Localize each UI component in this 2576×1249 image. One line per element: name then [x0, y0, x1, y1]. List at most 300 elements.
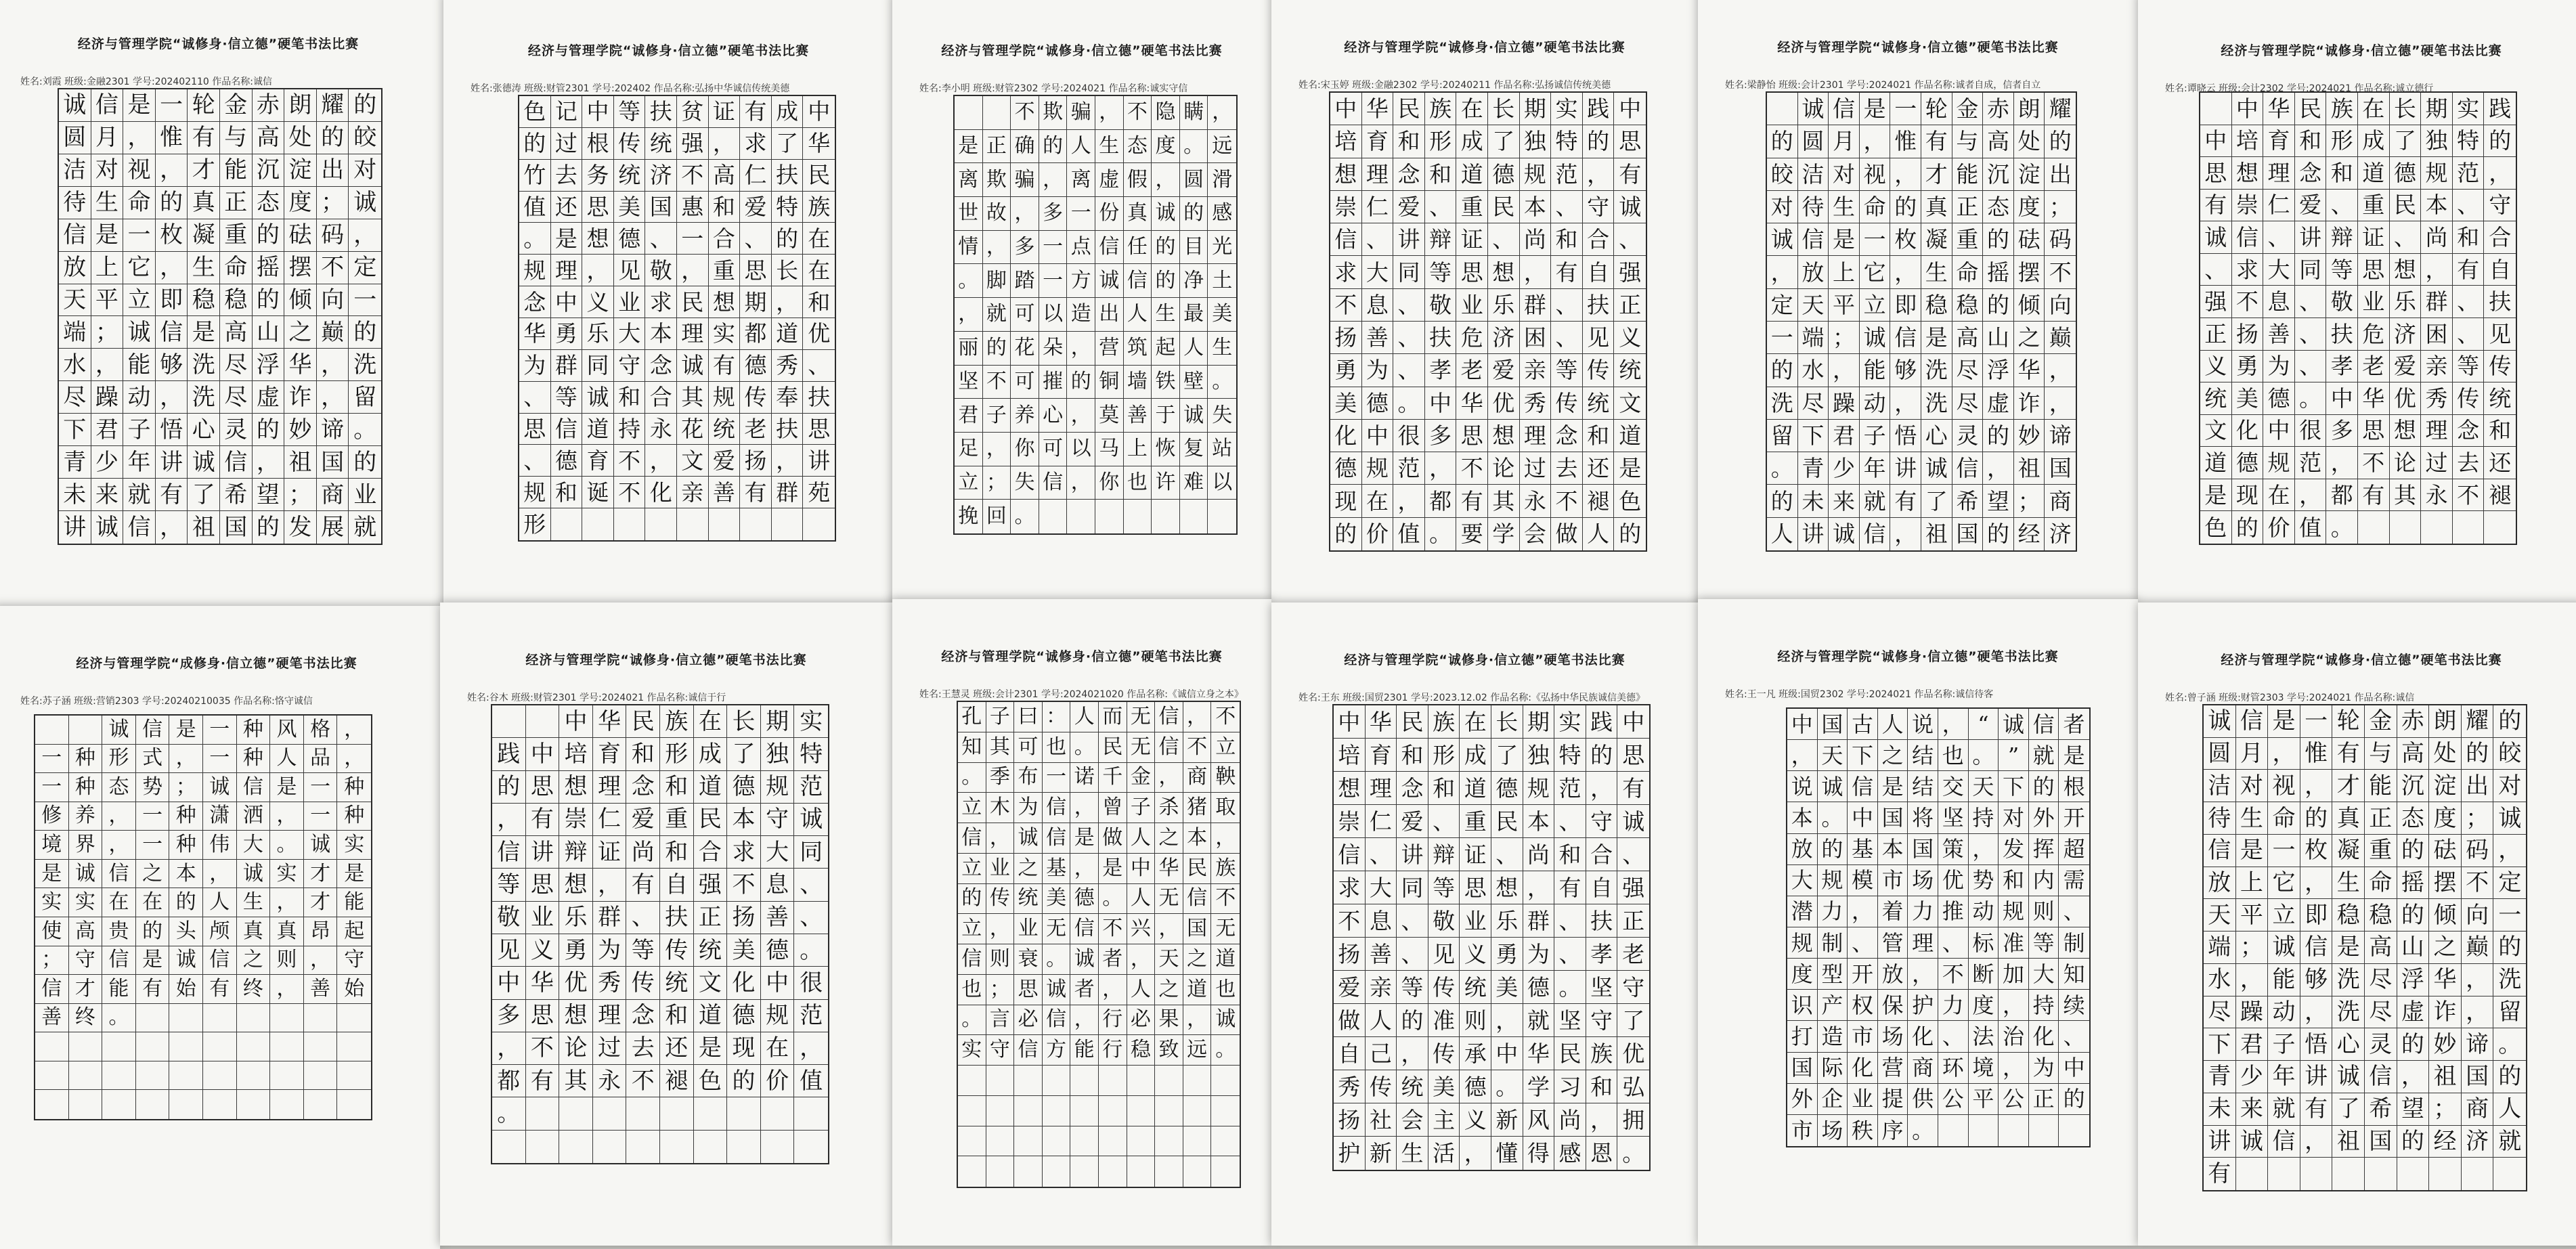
grid-cell: 视: [123, 154, 156, 187]
grid-cell: 风: [270, 716, 304, 745]
grid-cell: 长: [1491, 705, 1523, 739]
grid-cell: 理: [1520, 420, 1552, 452]
grid-cell: 信: [102, 860, 136, 889]
grid-cell: 德: [551, 445, 583, 477]
grid-cell: 下: [1798, 420, 1829, 452]
grid-cell: 的: [1767, 125, 1798, 158]
grid-cell: 朗: [2014, 93, 2045, 125]
grid-cell: [1127, 1096, 1156, 1126]
grid-cell: [694, 1097, 728, 1130]
grid-cell: 理: [593, 771, 627, 804]
grid-cell: 。: [1622, 1140, 1645, 1166]
grid-cell: 论: [559, 1032, 593, 1065]
grid-cell: 。: [519, 223, 551, 255]
grid-cell: [69, 1032, 103, 1061]
grid-cell: [660, 1097, 694, 1130]
grid-cell: 值: [2295, 511, 2327, 544]
grid-cell: 念: [645, 350, 677, 382]
grid-cell: 孔: [958, 702, 986, 732]
grid-cell: 扬: [727, 902, 761, 934]
grid-cell: 讲: [1393, 223, 1425, 256]
grid-cell: 一: [136, 831, 170, 860]
grid-cell: 有: [740, 96, 772, 128]
grid-cell: 强: [694, 869, 728, 901]
grid-cell: [1183, 1126, 1212, 1157]
grid-cell: 国: [220, 511, 253, 544]
grid-cell: 业: [1456, 289, 1488, 322]
grid-cell: 见: [614, 255, 646, 286]
grid-cell: 诚: [2493, 802, 2526, 835]
grid-cell: 论: [1488, 452, 1520, 485]
grid-cell: 中: [551, 286, 583, 318]
grid-cell: 则: [270, 946, 304, 976]
grid-cell: 有: [526, 1065, 560, 1097]
grid-cell: 是: [2332, 932, 2365, 964]
grid-cell: 有: [709, 350, 741, 382]
grid-cell: 。: [492, 1097, 526, 1130]
grid-cell: [2493, 1158, 2526, 1190]
grid-cell: 了: [1921, 485, 1952, 517]
grid-cell: 中: [1614, 93, 1646, 125]
grid-cell: 度: [1152, 130, 1180, 164]
grid-cell: 秀: [593, 967, 627, 999]
grid-cell: 践: [1583, 93, 1615, 125]
grid-cell: 理: [677, 318, 709, 350]
grid-cell: 未: [1798, 485, 1829, 517]
grid-cell: 不: [1183, 732, 1212, 763]
grid-cell: 在: [2358, 93, 2390, 125]
grid-cell: ，: [169, 745, 203, 774]
grid-cell: 会: [1397, 1103, 1428, 1137]
grid-cell: 定: [349, 252, 381, 284]
sheet-title: 经济与管理学院“诚修身·信立德”硬笔书法比赛: [2221, 653, 2502, 667]
grid-cell: 色: [519, 96, 551, 128]
grid-cell: 始: [169, 975, 203, 1004]
grid-cell: ；: [91, 316, 124, 349]
grid-cell: 传: [986, 884, 1015, 915]
writing-grid: [1766, 91, 2077, 552]
grid-cell: 得: [1523, 1137, 1555, 1170]
grid-cell: 护: [1334, 1137, 1366, 1170]
grid-cell: 灵: [220, 414, 253, 446]
grid-cell: 之: [1155, 823, 1183, 854]
grid-cell: 态: [1124, 130, 1152, 164]
grid-cell: 思: [526, 869, 560, 901]
grid-cell: 合: [709, 223, 741, 255]
grid-cell: 立: [958, 793, 986, 823]
grid-cell: [1095, 500, 1124, 533]
grid-cell: 无: [1211, 914, 1240, 944]
grid-cell: ，: [1890, 518, 1921, 550]
grid-cell: [35, 1032, 69, 1061]
sheet-entry-fields: 姓名:王一凡 班级:国贸2302 学号:2024021 作品名称:诚信待客: [1725, 689, 1994, 700]
grid-cell: ，: [2268, 738, 2300, 770]
grid-cell: 将: [1908, 802, 1938, 833]
grid-cell: 而: [1099, 702, 1127, 732]
grid-cell: 年: [123, 446, 156, 479]
grid-cell: 终: [237, 975, 271, 1004]
grid-cell: 其: [559, 1065, 593, 1097]
grid-cell: 果: [1155, 1005, 1183, 1036]
grid-cell: 的: [1330, 518, 1362, 550]
grid-cell: 与: [2365, 738, 2397, 770]
grid-cell: 确: [1011, 130, 1039, 164]
grid-cell: 、: [1425, 191, 1457, 223]
grid-cell: 展: [317, 511, 349, 544]
grid-cell: 正: [1952, 191, 1984, 223]
grid-cell: 月: [1829, 125, 1860, 158]
grid-cell: 证: [2358, 221, 2390, 254]
grid-cell: ；: [35, 946, 69, 976]
grid-cell: 新: [1491, 1103, 1523, 1137]
grid-cell: 使: [35, 917, 69, 946]
grid-cell: 诚: [1614, 191, 1646, 223]
grid-cell: 、: [1938, 927, 1969, 959]
grid-cell: 的: [169, 888, 203, 917]
grid-cell: 沉: [253, 154, 285, 187]
grid-cell: 。: [2493, 1028, 2526, 1061]
grid-cell: 诺: [1070, 763, 1099, 793]
grid-cell: ；: [986, 975, 1015, 1005]
grid-cell: 为: [2263, 351, 2295, 383]
grid-cell: 稳: [1952, 289, 1984, 322]
grid-cell: [2421, 511, 2453, 544]
grid-cell: 惟: [1890, 125, 1921, 158]
grid-cell: 枚: [2300, 835, 2333, 867]
grid-cell: 为: [1523, 938, 1555, 971]
grid-cell: 虚: [1095, 163, 1124, 197]
grid-cell: 势: [1969, 865, 1999, 896]
grid-cell: 念: [2453, 415, 2485, 447]
grid-cell: 的: [772, 223, 804, 255]
grid-cell: 有: [1890, 485, 1921, 517]
grid-cell: 去: [551, 160, 583, 192]
grid-cell: 交: [1938, 771, 1969, 802]
grid-cell: [593, 1131, 627, 1163]
grid-cell: 有: [526, 804, 560, 836]
grid-cell: 族: [2326, 93, 2358, 125]
grid-cell: 特: [794, 738, 828, 770]
grid-cell: 信: [2268, 1126, 2300, 1158]
grid-cell: 优: [1488, 387, 1520, 420]
grid-cell: 一: [123, 219, 156, 252]
grid-cell: 发: [1999, 834, 2029, 865]
grid-cell: 倾: [2014, 289, 2045, 322]
grid-cell: 诚: [1617, 805, 1649, 838]
grid-cell: 值: [1393, 518, 1425, 550]
grid-cell: 少: [1829, 452, 1860, 485]
grid-cell: 中: [492, 967, 526, 999]
grid-cell: 难: [1180, 466, 1208, 500]
grid-cell: 沉: [1983, 158, 2014, 191]
grid-cell: 君: [2236, 1028, 2269, 1061]
grid-cell: 是: [188, 316, 220, 349]
grid-cell: 、: [1551, 289, 1583, 322]
grid-cell: 、: [1491, 838, 1523, 871]
grid-cell: 人: [1878, 709, 1908, 740]
grid-cell: 待: [2204, 802, 2236, 835]
grid-cell: 砝: [2014, 223, 2045, 256]
grid-cell: 见: [492, 934, 526, 967]
grid-cell: [593, 1097, 627, 1130]
grid-cell: 的: [1767, 354, 1798, 387]
grid-cell: 求: [1334, 871, 1366, 904]
grid-cell: 思: [526, 1000, 560, 1032]
grid-cell: 信: [1330, 223, 1362, 256]
grid-cell: [772, 508, 804, 540]
grid-cell: ，: [123, 122, 156, 154]
grid-cell: [1070, 1156, 1099, 1187]
grid-cell: 统: [2484, 382, 2516, 415]
grid-cell: 德: [614, 223, 646, 255]
grid-cell: 可: [1011, 366, 1039, 399]
grid-cell: 民: [1491, 805, 1523, 838]
grid-cell: 向: [317, 284, 349, 317]
grid-cell: 诚: [91, 511, 124, 544]
grid-cell: 洗: [2493, 964, 2526, 996]
grid-cell: 和: [1425, 158, 1457, 191]
grid-cell: 华: [2429, 964, 2462, 996]
grid-cell: 长: [772, 255, 804, 286]
grid-cell: ，: [677, 255, 709, 286]
grid-cell: 方: [1067, 264, 1095, 298]
grid-cell: 之: [284, 316, 317, 349]
grid-cell: 敬: [492, 902, 526, 934]
grid-cell: 息: [1362, 289, 1394, 322]
grid-cell: [270, 1090, 304, 1119]
grid-cell: 留: [349, 381, 381, 414]
grid-cell: 在: [2263, 479, 2295, 512]
grid-cell: 习: [1554, 1070, 1586, 1103]
grid-cell: 求: [1330, 256, 1362, 288]
grid-cell: 、: [1554, 904, 1586, 938]
grid-cell: 特: [772, 192, 804, 223]
grid-cell: 、: [2295, 318, 2327, 351]
grid-cell: 外: [1787, 1084, 1818, 1115]
grid-cell: 行: [1099, 1005, 1127, 1036]
grid-cell: 高: [220, 316, 253, 349]
grid-cell: 山: [1983, 322, 2014, 354]
grid-cell: 仁: [593, 804, 627, 836]
grid-cell: [2236, 1158, 2269, 1190]
grid-cell: [626, 1131, 660, 1163]
grid-cell: 态: [102, 773, 136, 802]
grid-cell: ，: [2045, 354, 2076, 387]
grid-cell: 善: [761, 902, 795, 934]
grid-cell: 、: [2059, 1021, 2089, 1052]
grid-cell: 种: [337, 802, 371, 831]
grid-cell: 等: [1428, 871, 1460, 904]
grid-cell: [2200, 93, 2232, 125]
grid-cell: 其: [2390, 479, 2422, 512]
grid-cell: 的: [1983, 420, 2014, 452]
grid-cell: 凝: [2332, 835, 2365, 867]
grid-cell: [1043, 1096, 1071, 1126]
grid-cell: 力: [1908, 896, 1938, 927]
grid-cell: 务: [582, 160, 614, 192]
grid-cell: 留: [1767, 420, 1798, 452]
grid-cell: 信: [2029, 709, 2059, 740]
grid-cell: 离: [955, 163, 983, 197]
grid-cell: 理: [2421, 415, 2453, 447]
grid-cell: 兴: [1127, 914, 1156, 944]
grid-cell: 的: [253, 511, 285, 544]
grid-cell: [1070, 1126, 1099, 1157]
grid-cell: 成: [694, 738, 728, 770]
grid-cell: 子: [983, 399, 1011, 433]
grid-cell: 实: [1554, 705, 1586, 739]
grid-cell: 了: [1488, 125, 1520, 158]
grid-cell: 正: [2029, 1084, 2059, 1115]
grid-cell: 。: [1180, 130, 1208, 164]
grid-cell: 尽: [1952, 354, 1984, 387]
grid-cell: 是: [955, 130, 983, 164]
grid-cell: 传: [626, 967, 660, 999]
grid-cell: 思: [1614, 125, 1646, 158]
grid-cell: 诚: [1043, 975, 1071, 1005]
grid-cell: 人: [1070, 702, 1099, 732]
grid-cell: 以: [1208, 466, 1236, 500]
grid-cell: 皎: [1767, 158, 1798, 191]
grid-cell: 德: [1070, 884, 1099, 915]
grid-cell: 向: [2462, 899, 2494, 932]
grid-cell: 等: [492, 869, 526, 901]
grid-cell: 惟: [156, 122, 188, 154]
grid-cell: 结: [1908, 740, 1938, 771]
grid-cell: 是: [91, 219, 124, 252]
grid-cell: 不: [983, 366, 1011, 399]
grid-cell: 信: [156, 316, 188, 349]
calligraphy-sheet: [1271, 0, 1698, 606]
grid-cell: 信: [1070, 914, 1099, 944]
grid-cell: 准: [1999, 927, 2029, 959]
grid-cell: ，: [337, 716, 371, 745]
grid-cell: 是: [270, 773, 304, 802]
grid-cell: ，: [156, 252, 188, 284]
grid-cell: 摇: [1983, 256, 2014, 288]
grid-cell: 则: [1460, 1004, 1491, 1037]
grid-cell: 成: [1460, 739, 1491, 772]
grid-cell: 信: [1798, 223, 1829, 256]
grid-cell: 秀: [772, 350, 804, 382]
grid-cell: [102, 1090, 136, 1119]
grid-cell: 也: [958, 975, 986, 1005]
grid-cell: 德: [1523, 971, 1555, 1004]
grid-cell: [237, 1004, 271, 1033]
grid-cell: 有: [1554, 871, 1586, 904]
grid-cell: 范: [1554, 772, 1586, 805]
grid-cell: 希: [1952, 485, 1984, 517]
calligraphy-sheet: [2138, 602, 2576, 1246]
grid-cell: 花: [1011, 332, 1039, 366]
grid-cell: 证: [1456, 223, 1488, 256]
grid-cell: [551, 508, 583, 540]
grid-cell: 想: [1334, 772, 1366, 805]
grid-cell: 规: [761, 771, 795, 804]
grid-cell: 范: [2295, 447, 2327, 479]
grid-cell: 待: [59, 187, 91, 219]
grid-cell: 淀: [284, 154, 317, 187]
grid-cell: 色: [2200, 511, 2232, 544]
grid-cell: 群: [1523, 904, 1555, 938]
sheet-title: 经济与管理学院“诚修身·信立德”硬笔书法比赛: [1777, 40, 2059, 55]
grid-cell: 信: [1043, 793, 1071, 823]
grid-cell: 信: [1124, 264, 1152, 298]
grid-cell: 仁: [1362, 191, 1394, 223]
grid-cell: 摇: [253, 252, 285, 284]
grid-cell: [237, 1061, 271, 1091]
grid-cell: 真: [270, 917, 304, 946]
grid-cell: ，: [2236, 964, 2269, 996]
grid-cell: ，: [1586, 772, 1618, 805]
grid-cell: 处: [2429, 738, 2462, 770]
grid-cell: 群: [1520, 289, 1552, 322]
sheet-title: 经济与管理学院“诚修身·信立德”硬笔书法比赛: [941, 43, 1223, 58]
grid-cell: 不: [1551, 485, 1583, 517]
grid-cell: 子: [1127, 793, 1156, 823]
grid-cell: 。: [1767, 452, 1798, 485]
grid-cell: 才: [304, 888, 338, 917]
grid-cell: 想: [559, 1000, 593, 1032]
grid-cell: 见: [2484, 318, 2516, 351]
grid-cell: 放: [1798, 256, 1829, 288]
grid-cell: 上: [1829, 256, 1860, 288]
grid-cell: 理: [2263, 157, 2295, 190]
calligraphy-sheet: [443, 0, 894, 616]
grid-cell: 信: [35, 975, 69, 1004]
grid-cell: 金: [1952, 93, 1984, 125]
grid-cell: [2332, 1158, 2365, 1190]
grid-cell: 了: [1491, 739, 1523, 772]
grid-cell: 中: [2200, 125, 2232, 158]
grid-cell: 持: [614, 414, 646, 445]
grid-cell: 一: [1767, 322, 1798, 354]
grid-cell: ，: [1890, 256, 1921, 288]
grid-cell: 扶: [803, 382, 835, 414]
grid-cell: 心: [2332, 1028, 2365, 1061]
grid-cell: 国: [1908, 834, 1938, 865]
grid-cell: 褪: [2484, 479, 2516, 512]
grid-cell: 稳: [188, 284, 220, 317]
grid-cell: 还: [660, 1032, 694, 1065]
grid-cell: 了: [727, 738, 761, 770]
grid-cell: 不: [1330, 289, 1362, 322]
grid-cell: 正: [220, 187, 253, 219]
grid-cell: ，: [1183, 1005, 1212, 1036]
grid-cell: 大: [1787, 865, 1818, 896]
grid-cell: ，: [2397, 1061, 2430, 1093]
grid-cell: 内: [2029, 865, 2059, 896]
grid-cell: 人: [203, 888, 237, 917]
grid-cell: 着: [1878, 896, 1908, 927]
grid-cell: [559, 1131, 593, 1163]
grid-cell: 中: [1330, 93, 1362, 125]
grid-cell: 济: [645, 160, 677, 192]
grid-cell: 范: [794, 771, 828, 804]
grid-cell: 推: [1938, 896, 1969, 927]
grid-cell: 目: [1180, 231, 1208, 265]
grid-cell: 管: [1878, 927, 1908, 959]
grid-cell: 是: [35, 860, 69, 889]
grid-cell: 一: [349, 284, 381, 317]
grid-cell: [2268, 1158, 2300, 1190]
grid-cell: 诚: [203, 773, 237, 802]
grid-cell: 华: [284, 349, 317, 381]
grid-cell: 基: [1043, 854, 1071, 884]
grid-cell: 道: [694, 1000, 728, 1032]
grid-cell: 动: [1860, 387, 1891, 420]
grid-cell: 念: [1551, 420, 1583, 452]
